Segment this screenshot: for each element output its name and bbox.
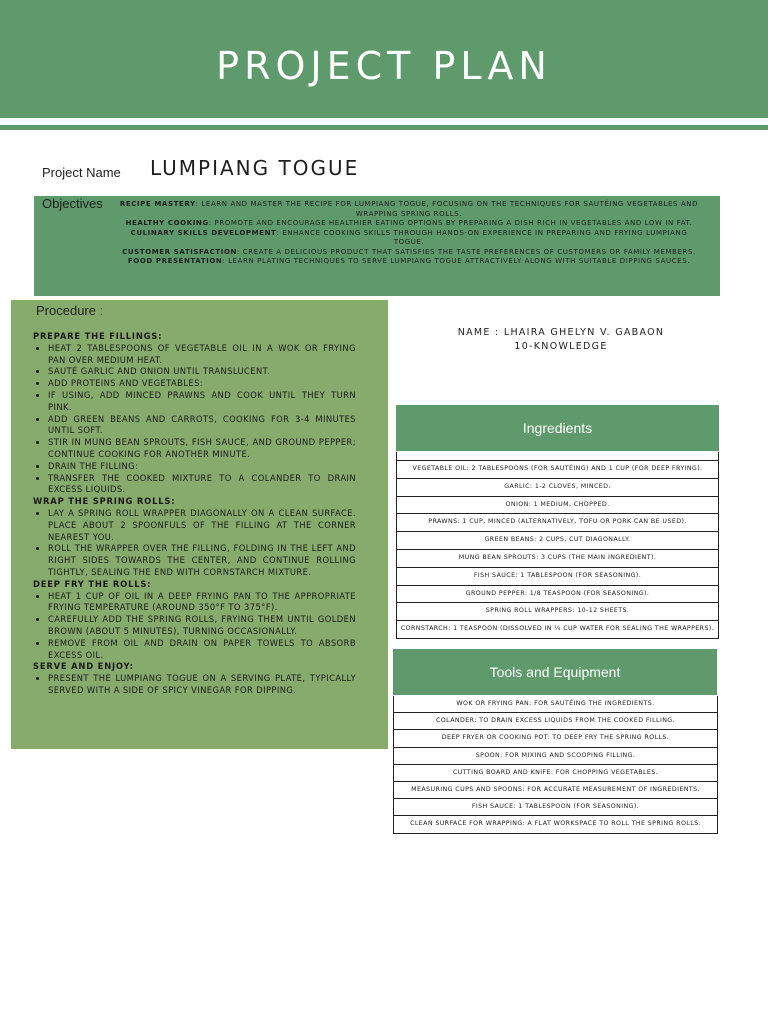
ingredient-row: MUNG BEAN SPROUTS: 3 CUPS (THE MAIN INGREDIENT). — [397, 550, 718, 568]
procedure-step: • LAY A SPRING ROLL WRAPPER DIAGONALLY ON A CLEAN SURFACE. PLACE ABOUT 2 SPOONFULS OF THE FILLING AT THE CORNER NEAREST YOU. — [48, 508, 356, 543]
procedure-label: Procedure : — [36, 303, 104, 318]
procedure-step: • ROLL THE WRAPPER OVER THE FILLING, FOLDING IN THE LEFT AND RIGHT SIDES TOWARDS THE CENTER, AND CONTINUE ROLLING TIGHTLY, SEALING THE END WITH CORNSTARCH MIXTURE. — [48, 543, 356, 578]
tool-row: CLEAN SURFACE FOR WRAPPING: A FLAT WORKSPACE TO ROLL THE SPRING ROLLS. — [394, 816, 717, 833]
procedure-step-list — [33, 591, 356, 662]
student-section: 10-KNOWLEDGE — [514, 340, 608, 352]
procedure-step: • REMOVE FROM OIL AND DRAIN ON PAPER TOWELS TO ABSORB EXCESS OIL. — [48, 638, 356, 662]
objective-item: CUSTOMER SATISFACTION: CREATE A DELICIOUS PRODUCT THAT SATISFIES THE TASTE PREFERENCES OF CUSTOMERS OR FAMILY MEMBERS. — [122, 247, 696, 256]
ingredients-header: Ingredients — [396, 405, 719, 451]
tools-table — [393, 696, 718, 834]
tool-row: SPOON: FOR MIXING AND SCOOPING FILLING. — [394, 748, 717, 765]
ingredient-row: GREEN BEANS: 2 CUPS, CUT DIAGONALLY. — [397, 532, 718, 550]
procedure-step: • HEAT 2 TABLESPOONS OF VEGETABLE OIL IN A WOK OR FRYING PAN OVER MEDIUM HEAT. — [48, 343, 356, 367]
procedure-step: • IF USING, ADD MINCED PRAWNS AND COOK UNTIL THEY TURN PINK. — [48, 390, 356, 414]
procedure-section-title: SERVE AND ENJOY: — [33, 661, 134, 672]
procedure-step-list — [33, 343, 356, 496]
procedure-body — [33, 331, 356, 697]
header-banner — [0, 0, 768, 118]
ingredient-row: GARLIC: 1-2 CLOVES, MINCED. — [397, 479, 718, 497]
procedure-step: • TRANSFER THE COOKED MIXTURE TO A COLANDER TO DRAIN EXCESS LIQUIDS. — [48, 473, 356, 497]
page-title: PROJECT PLAN — [216, 44, 552, 88]
procedure-step: • STIR IN MUNG BEAN SPROUTS, FISH SAUCE, AND GROUND PEPPER; CONTINUE COOKING FOR ANOTHER MINUTE. — [48, 437, 356, 461]
tool-row: DEEP FRYER OR COOKING POT: TO DEEP FRY THE SPRING ROLLS. — [394, 730, 717, 747]
tool-row: FISH SAUCE: 1 TABLESPOON (FOR SEASONING). — [394, 799, 717, 816]
tool-row: COLANDER: TO DRAIN EXCESS LIQUIDS FROM THE COOKED FILLING. — [394, 713, 717, 730]
procedure-step: • DRAIN THE FILLING: — [48, 461, 356, 473]
procedure-step-list — [33, 508, 356, 579]
procedure-step: • ADD GREEN BEANS AND CARROTS, COOKING FOR 3-4 MINUTES UNTIL SOFT. — [48, 414, 356, 438]
ingredient-row: PRAWNS: 1 CUP, MINCED (ALTERNATIVELY, TOFU OR PORK CAN BE USED). — [397, 514, 718, 532]
ingredients-table — [396, 452, 719, 639]
objective-item: CULINARY SKILLS DEVELOPMENT: ENHANCE COOKING SKILLS THROUGH HANDS-ON EXPERIENCE IN PREPARING AND FRYING LUMPIANG TOGUE. — [130, 228, 688, 246]
project-name-value: LUMPIANG TOGUE — [150, 156, 360, 180]
ingredient-row: FISH SAUCE: 1 TABLESPOON (FOR SEASONING). — [397, 568, 718, 586]
procedure-step: • HEAT 1 CUP OF OIL IN A DEEP FRYING PAN TO THE APPROPRIATE FRYING TEMPERATURE (AROUND 350°F TO 375°F). — [48, 591, 356, 615]
procedure-step-list — [33, 673, 356, 697]
ingredient-row: GROUND PEPPER: 1/8 TEASPOON (FOR SEASONING). — [397, 586, 718, 604]
tool-row: CUTTING BOARD AND KNIFE: FOR CHOPPING VEGETABLES. — [394, 765, 717, 782]
procedure-step: • ADD PROTEINS AND VEGETABLES: — [48, 378, 356, 390]
objectives-label: Objectives — [42, 196, 103, 211]
procedure-section-title: DEEP FRY THE ROLLS: — [33, 578, 152, 589]
ingredient-row: CORNSTARCH: 1 TEASPOON (DISSOLVED IN ¼ CUP WATER FOR SEALING THE WRAPPERS). — [397, 621, 718, 639]
procedure-step: • SAUTÉ GARLIC AND ONION UNTIL TRANSLUCENT. — [48, 366, 356, 378]
procedure-section-title: WRAP THE SPRING ROLLS: — [33, 496, 176, 507]
procedure-section-title: PREPARE THE FILLINGS: — [33, 331, 163, 341]
procedure-step: • PRESENT THE LUMPIANG TOGUE ON A SERVING PLATE, TYPICALLY SERVED WITH A SIDE OF SPICY VINEGAR FOR DIPPING. — [48, 673, 356, 697]
ingredient-row — [397, 452, 718, 461]
project-name-label: Project Name — [42, 165, 121, 180]
objective-item: RECIPE MASTERY: LEARN AND MASTER THE RECIPE FOR LUMPIANG TOGUE, FOCUSING ON THE TECHNIQUES FOR SAUTÉING VEGETABLES AND WRAPPING SPRING ROLLS. — [119, 200, 699, 218]
student-info — [396, 326, 726, 353]
procedure-step: • CAREFULLY ADD THE SPRING ROLLS, FRYING THEM UNTIL GOLDEN BROWN (ABOUT 5 MINUTES), TURNING OCCASIONALLY. — [48, 614, 356, 638]
ingredient-row: VEGETABLE OIL: 2 TABLESPOONS (FOR SAUTÉING) AND 1 CUP (FOR DEEP FRYING). — [397, 461, 718, 479]
objective-item: FOOD PRESENTATION: LEARN PLATING TECHNIQUES TO SERVE LUMPIANG TOGUE ATTRACTIVELY ALONG WITH SUITABLE DIPPING SAUCES. — [127, 257, 691, 265]
tools-header: Tools and Equipment — [393, 649, 717, 695]
header-divider — [0, 125, 768, 130]
tool-row: WOK OR FRYING PAN: FOR SAUTÉING THE INGREDIENTS. — [394, 696, 717, 713]
ingredient-row: ONION: 1 MEDIUM, CHOPPED. — [397, 497, 718, 515]
procedure-box — [11, 300, 388, 749]
objective-item: HEALTHY COOKING: PROMOTE AND ENCOURAGE HEALTHIER EATING OPTIONS BY PREPARING A DISH RICH IN VEGETABLES AND LOW IN FAT. — [125, 219, 693, 227]
tool-row: MEASURING CUPS AND SPOONS: FOR ACCURATE MEASUREMENT OF INGREDIENTS. — [394, 782, 717, 799]
ingredient-row: SPRING ROLL WRAPPERS: 10-12 SHEETS. — [397, 603, 718, 621]
objectives-box — [34, 196, 720, 296]
objectives-list — [116, 200, 702, 267]
student-name: NAME : LHAIRA GHELYN V. GABAON — [457, 327, 665, 338]
